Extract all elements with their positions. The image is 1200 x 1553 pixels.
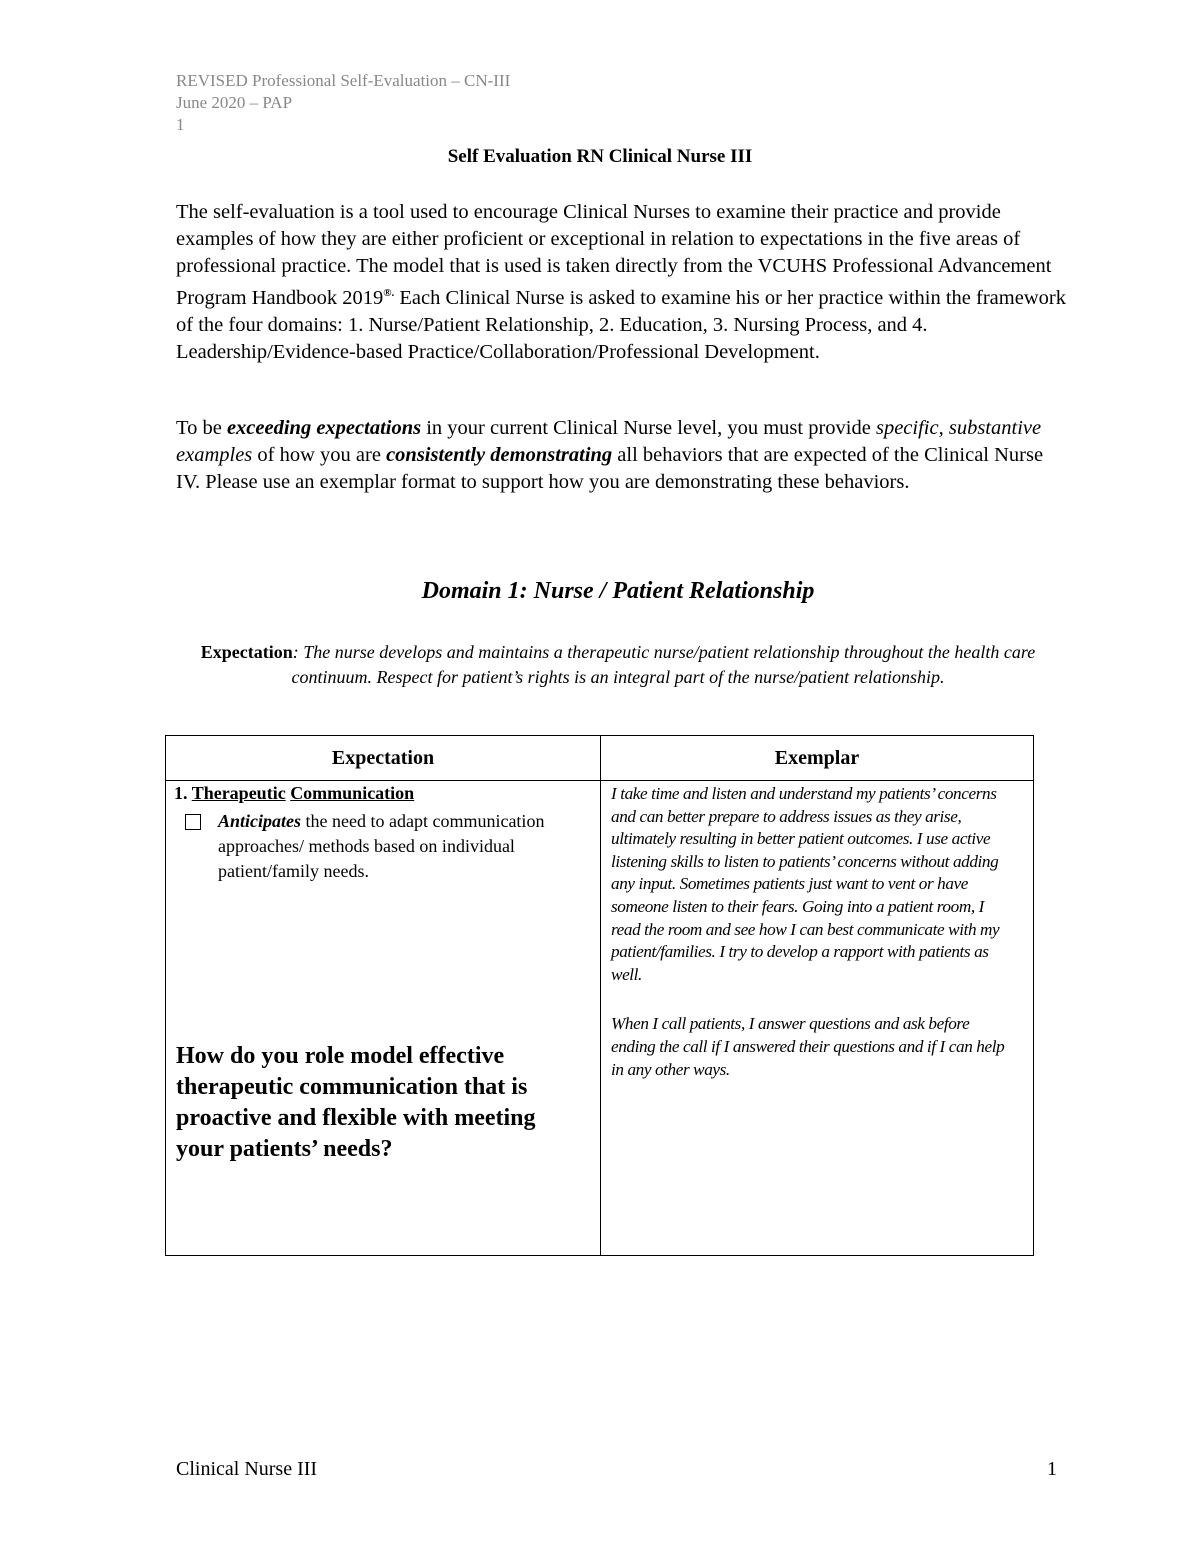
expectation-cell xyxy=(166,781,601,1256)
item-title-word: Communication xyxy=(290,783,415,803)
header-line-title: REVISED Professional Self-Evaluation – CN-III xyxy=(176,71,511,90)
document-title: Self Evaluation RN Clinical Nurse III xyxy=(447,146,753,167)
intro-paragraph xyxy=(176,199,1066,366)
exceeding-text: all behaviors that are expected of the Clinical Nurse IV. Please use an exemplar format to support how you are demonstrating these behaviors. xyxy=(176,444,1044,493)
table-header-row xyxy=(166,736,1034,781)
exceeding-text: in your current Clinical Nurse level, you must provide xyxy=(421,417,876,439)
expectation-statement xyxy=(176,640,1060,690)
exceeding-text: of how you are xyxy=(252,444,387,466)
intro-text: The self-evaluation is a tool used to encourage Clinical Nurses to examine their practice and provide examples of how they are either proficient or exceptional in relation to expectations in the five areas of professional practice. The model that is used is taken directly from the VCUHS Professional Advancement Program Handbook 2019 xyxy=(176,201,1052,309)
registered-mark: ®. xyxy=(383,287,395,299)
checklist-bold: Anticipates xyxy=(218,811,302,831)
item-title-word: Therapeutic xyxy=(191,783,286,803)
expectation-label: Expectation xyxy=(200,642,293,662)
consistently-emphasis: consistently demonstrating xyxy=(386,444,613,466)
table-row xyxy=(166,781,1034,1256)
expectation-text: : The nurse develops and maintains a therapeutic nurse/patient relationship throughout the health care continuum. Respect for patient’s rights is an integral part of the nurse/patient relationship. xyxy=(291,642,1036,687)
header-line-page: 1 xyxy=(176,115,185,134)
item-title xyxy=(174,783,600,804)
exceeding-text: To be xyxy=(176,417,227,439)
domain-heading: Domain 1: Nurse / Patient Relationship xyxy=(421,578,815,604)
exemplar-paragraph: When I call patients, I answer questions and ask before ending the call if I answered their questions and if I can help in any other ways. xyxy=(611,1014,1005,1079)
footer-title: Clinical Nurse III xyxy=(176,1458,318,1480)
checklist-text: the need to adapt communication approaches/ methods based on individual patient/family needs. xyxy=(218,811,545,881)
header-exemplar: Exemplar xyxy=(601,736,1034,781)
page-header xyxy=(176,70,510,136)
item-number: 1. xyxy=(174,783,192,803)
intro-text-continued: Each Clinical Nurse is asked to examine his or her practice within the framework of the four domains: 1. Nurse/Patient Relationship, 2. Education, 3. Nursing Process, and 4. Leadership/Evidence-based Practice/Collaboration/Professional Development. xyxy=(176,286,1066,363)
footer-page-number: 1 xyxy=(1047,1458,1057,1480)
exemplar-cell[interactable] xyxy=(601,781,1034,1256)
checkbox[interactable] xyxy=(185,814,201,830)
exceeding-paragraph xyxy=(176,415,1066,496)
header-expectation: Expectation xyxy=(166,736,601,781)
checklist-item xyxy=(218,809,558,884)
header-line-date: June 2020 – PAP xyxy=(176,93,293,112)
specific-emphasis: specific, substantive examples xyxy=(176,417,1042,466)
question-prompt: How do you role model effective therapeutic communication that is proactive and flexible with meeting your patients’ needs? xyxy=(176,1043,536,1162)
exceeding-emphasis: exceeding expectations xyxy=(226,417,422,439)
exemplar-paragraph: I take time and listen and understand my patients’ concerns and can better prepare to address issues as they arise, ultimately resulting in better patient outcomes. I use active listening skills to listen to patients’ concerns without adding any input. Sometimes patients just want to vent or have someone listen to their fears. Going into a patient room, I read the room and see how I can best communicate with my patient/families. I try to develop a rapport with patients as well. xyxy=(611,784,1000,984)
expectation-table xyxy=(165,735,1034,1256)
